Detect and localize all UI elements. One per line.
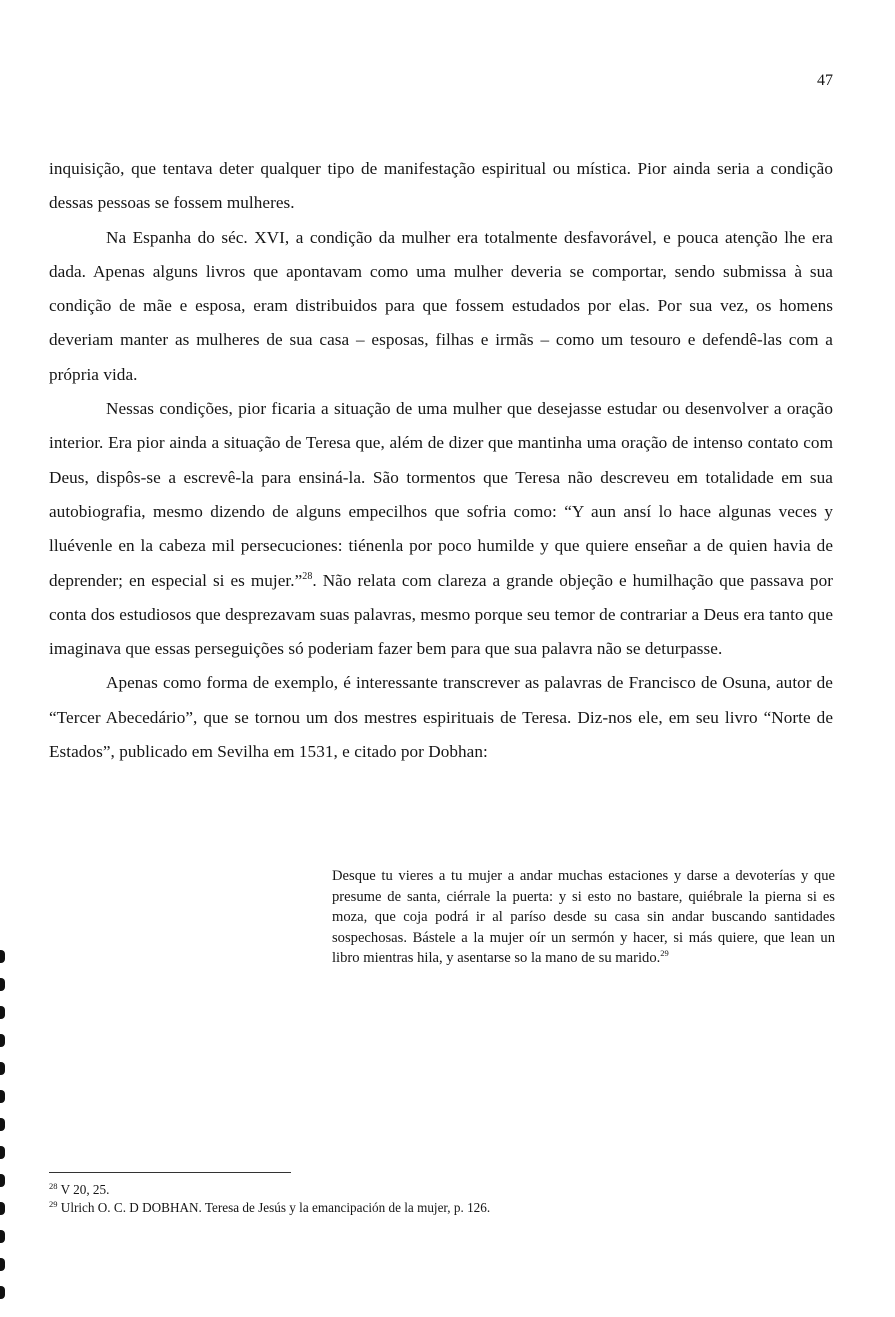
binding-mark — [0, 1174, 5, 1187]
binding-mark — [0, 1146, 5, 1159]
paragraph-3-text-before-note: Nessas condições, pior ficaria a situação de uma mulher que desejasse estudar ou desenvolver a oração interior. Era pior ainda a situação de Teresa que, além de dizer que mantinha uma oração de intenso contato com Deus, dispôs-se a escrevê-la para ensiná-la. São tormentos que Teresa não descreveu em totalidade em sua autobiografia, mesmo dizendo de alguns empecilhos que sofria como: “Y aun ansí lo hace algunas veces y lluévenle en la cabeza mil persecuciones: tiénenla por poco humilde y que quiere enseñar a de quien havia de deprender; en especial si es mujer.” — [49, 399, 833, 590]
paragraph-1: inquisição, que tentava deter qualquer tipo de manifestação espiritual ou mística. Pior ainda seria a condição dessas pessoas se fossem mulheres. — [49, 159, 833, 213]
footnotes — [49, 1181, 749, 1217]
binding-edge-marks — [0, 950, 8, 1310]
body-text — [49, 152, 833, 769]
binding-mark — [0, 1230, 5, 1243]
footnote-marker: 29 — [49, 1199, 58, 1209]
footnote-text: Ulrich O. C. D DOBHAN. Teresa de Jesús y la emancipación de la mujer, p. 126. — [60, 1200, 491, 1215]
binding-mark — [0, 1286, 5, 1299]
page-number: 47 — [817, 72, 833, 89]
paragraph-3-text-after-note: . Não relata com clareza a grande objeção e humilhação que passava por conta dos estudiosos que desprezavam suas palavras, mesmo porque seu temor de contrariar a Deus era tanto que imaginava que essas perseguições só poderiam fazer bem para que sua palavra não se deturpasse. — [49, 570, 833, 659]
footnote-28 — [49, 1181, 749, 1199]
binding-mark — [0, 1202, 5, 1215]
footnote-ref-29: 29 — [660, 948, 669, 959]
binding-mark — [0, 1258, 5, 1271]
footnote-divider — [49, 1172, 291, 1173]
binding-mark — [0, 1090, 5, 1103]
binding-mark — [0, 1062, 5, 1075]
paragraph-4: Apenas como forma de exemplo, é interessante transcrever as palavras de Francisco de Osuna, autor de “Tercer Abecedário”, que se tornou um dos mestres espirituais de Teresa. Diz-nos ele, em seu livro “Norte de Estados”, publicado em Sevilha em 1531, e citado por Dobhan: — [49, 673, 833, 762]
footnote-29 — [49, 1199, 749, 1217]
footnote-marker: 28 — [49, 1181, 58, 1191]
binding-mark — [0, 1034, 5, 1047]
binding-mark — [0, 1006, 5, 1019]
paragraph-2: Na Espanha do séc. XVI, a condição da mulher era totalmente desfavorável, e pouca atenção lhe era dada. Apenas alguns livros que apontavam como uma mulher deveria se comportar, sendo submissa à sua condição de mãe e esposa, eram distribuidos para que fossem estudados por elas. Por sua vez, os homens deveriam manter as mulheres de sua casa – esposas, filhas e irmãs – como um tesouro e defendê-las com a própria vida. — [49, 227, 833, 384]
block-quote — [332, 866, 835, 969]
binding-mark — [0, 978, 5, 991]
binding-mark — [0, 950, 5, 963]
footnote-text: V 20, 25. — [60, 1182, 110, 1197]
block-quote-text: Desque tu vieres a tu mujer a andar muchas estaciones y darse a devoterías y que presume de santa, ciérrale la puerta: y si esto no bastare, quiébrale la pierna si es moza, que coja podrá ir al paríso desde su casa sin andar buscando santidades sospechosas. Bástele a la mujer oír un sermón y hacer, si más quiere, que lean un libro mientras hila, y asentarse so la mano de su marido. — [332, 868, 835, 967]
footnote-ref-28: 28 — [302, 570, 313, 582]
binding-mark — [0, 1118, 5, 1131]
paragraph-3 — [49, 392, 833, 666]
